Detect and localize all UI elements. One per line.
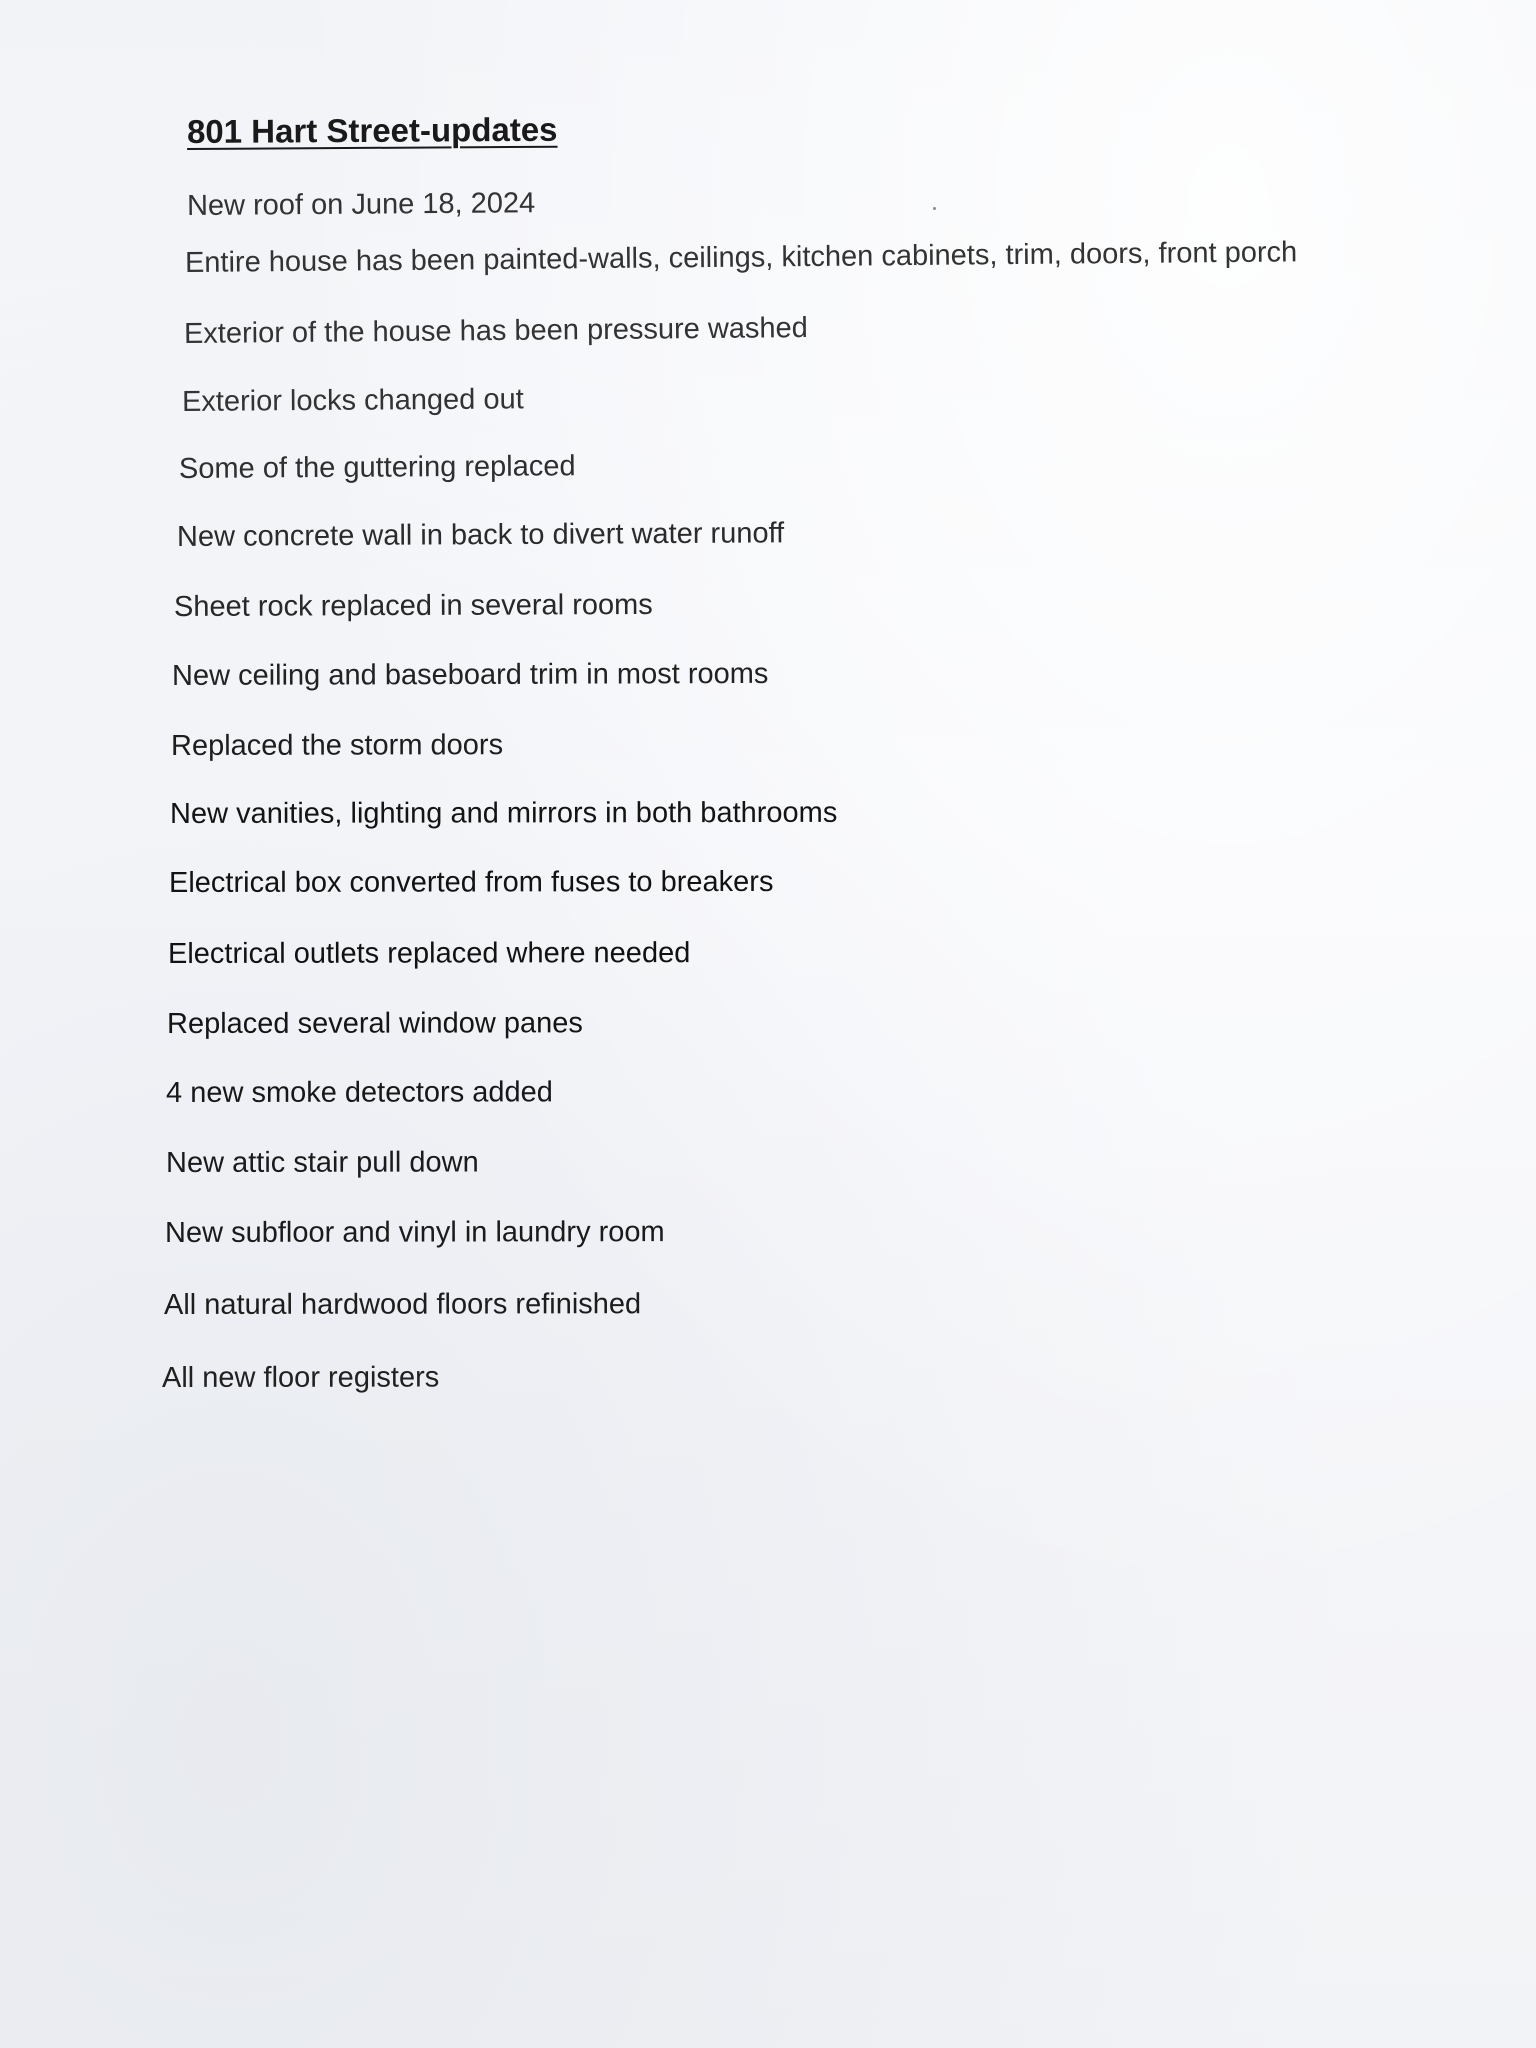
update-item: All natural hardwood floors refinished: [163, 1288, 642, 1321]
update-item: New subfloor and vinyl in laundry room: [164, 1216, 665, 1249]
update-item: Electrical outlets replaced where needed: [167, 937, 691, 970]
update-item: Sheet rock replaced in several rooms: [173, 588, 653, 623]
update-item: New concrete wall in back to divert water runoff: [176, 517, 785, 553]
update-item: Entire house has been painted-walls, ceilings, kitchen cabinets, trim, doors, front porch: [184, 236, 1298, 279]
update-item: New vanities, lighting and mirrors in both bathrooms: [169, 796, 838, 830]
update-item: Exterior locks changed out: [181, 383, 524, 418]
paper-speck: [933, 207, 936, 210]
update-item: Exterior of the house has been pressure washed: [183, 312, 809, 350]
update-item: New roof on June 18, 2024: [186, 187, 536, 222]
update-item: Electrical box converted from fuses to breakers: [168, 865, 774, 899]
update-item: Replaced several window panes: [166, 1007, 583, 1040]
update-item: All new floor registers: [161, 1361, 440, 1394]
update-item: Replaced the storm doors: [170, 729, 504, 762]
document-title: 801 Hart Street-updates: [186, 110, 558, 150]
update-item: New ceiling and baseboard trim in most rooms: [171, 657, 769, 692]
update-item: 4 new smoke detectors added: [165, 1076, 553, 1109]
update-item: New attic stair pull down: [165, 1146, 479, 1179]
update-item: Some of the guttering replaced: [178, 450, 576, 485]
